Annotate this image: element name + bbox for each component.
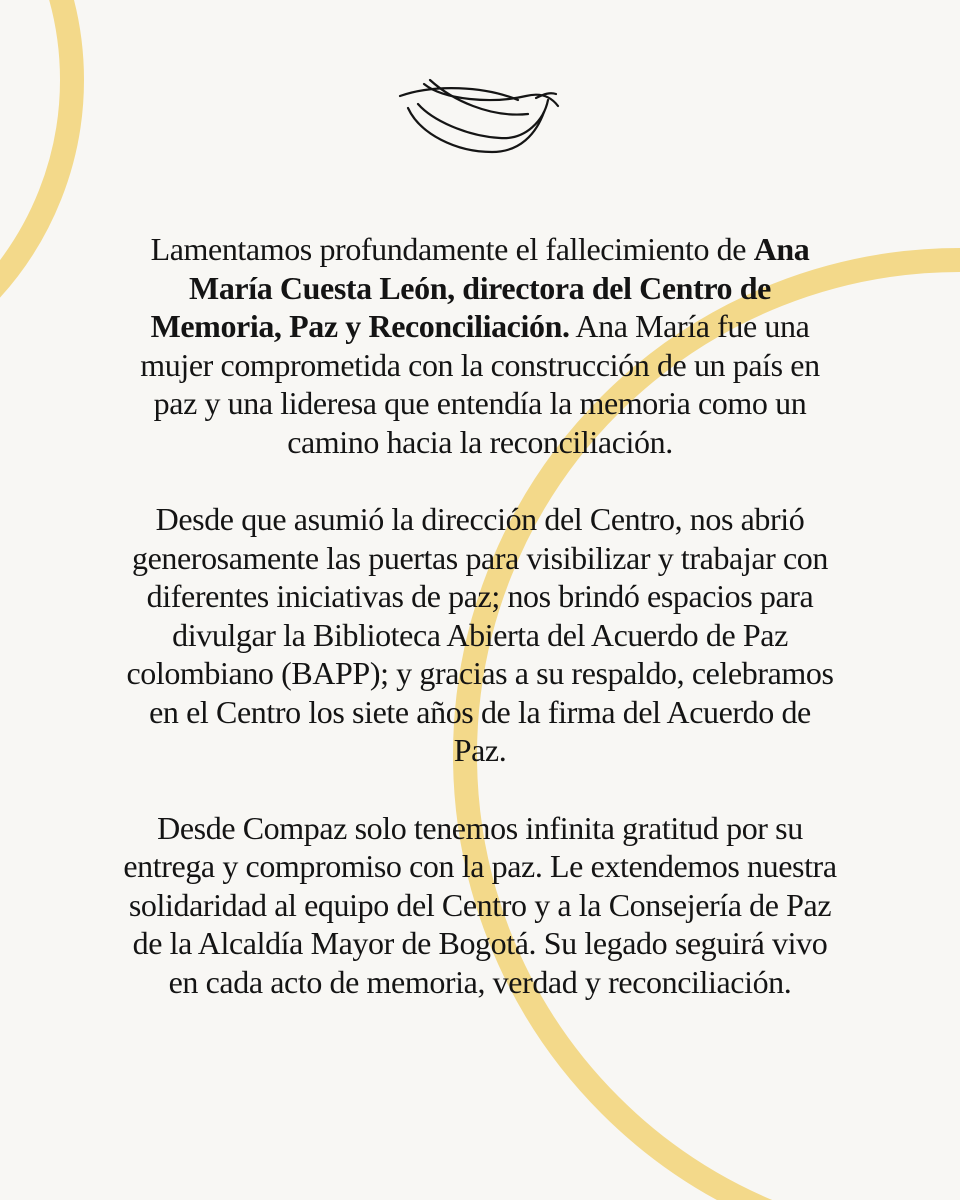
paragraph-tribute: [120, 230, 840, 461]
name-and-role: Ana María Cuesta León, directora del Centro de Memoria, Paz y Reconciliación.: [150, 231, 810, 344]
paragraph-gratitude: Desde Compaz solo tenemos infinita gratitud por su entrega y compromiso con la paz. Le extendemos nuestra solidaridad al equipo del Centro y a la Consejería de Paz de la Alcaldía Mayor de Bogotá. Su legado seguirá vivo en cada acto de memoria, verdad y reconciliación.: [123, 809, 837, 1000]
intro-text: Lamentamos profundamente el fallecimiento de: [150, 231, 754, 267]
bird-line-icon: [396, 78, 564, 158]
top-left-arc: [0, 0, 72, 392]
paragraph-contributions: Desde que asumió la dirección del Centro, nos abrió generosamente las puertas para visibilizar y trabajar con diferentes iniciativas de paz; nos brindó espacios para divulgar la Biblioteca Abierta del Acuerdo de Paz colombiano (BAPP); y gracias a su respaldo, celebramos en el Centro los siete años de la firma del Acuerdo de Paz.: [126, 501, 834, 768]
tribute-text: Ana María fue una mujer comprometida con la construcción de un país en paz y una lideresa que entendía la memoria como un camino hacia la reconciliación.: [140, 308, 820, 460]
condolence-message: [120, 230, 840, 1001]
